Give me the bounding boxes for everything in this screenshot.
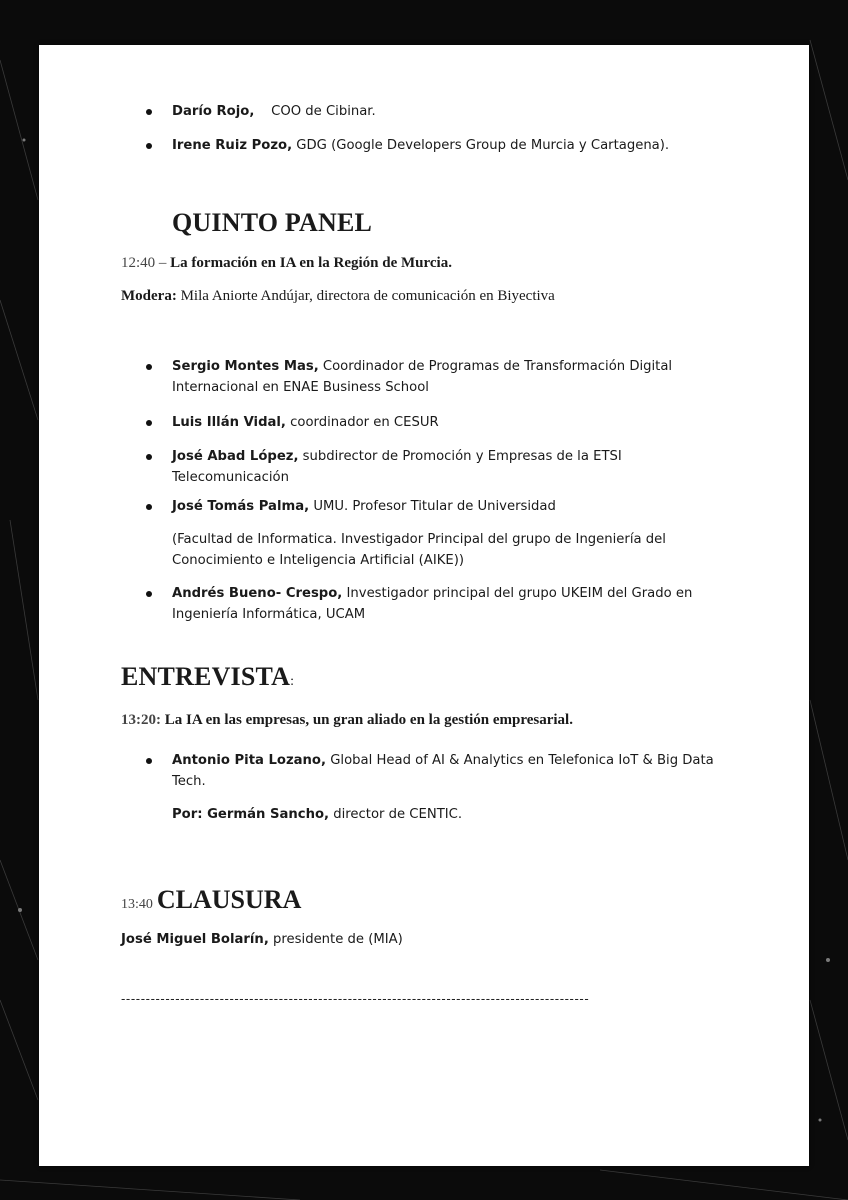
speaker-role: subdirector de Promoción y Empresas de la ETSI: [302, 449, 622, 464]
note-line: Conocimiento e Inteligencia Artificial (AIKE)): [172, 553, 464, 568]
panel-heading: QUINTO PANEL: [172, 208, 373, 237]
speaker-name: Luis Illán Vidal,: [172, 415, 286, 430]
speaker-name: Antonio Pita Lozano,: [172, 753, 326, 768]
speaker-bullet: [172, 496, 556, 517]
interviewer-line: [172, 804, 462, 825]
session-time: 13:20:: [121, 712, 161, 728]
speaker-bullet: [172, 412, 439, 433]
speaker-bullet: [172, 446, 622, 488]
closing-role: presidente de (MIA): [273, 932, 403, 947]
session-topic: La IA en las empresas, un gran aliado en la gestión empresarial.: [164, 712, 573, 728]
speaker-role: COO de Cibinar.: [271, 104, 376, 119]
interview-heading-text: ENTREVISTA: [121, 662, 291, 691]
speaker-role-cont: Internacional en ENAE Business School: [172, 380, 429, 395]
speaker-name: Sergio Montes Mas,: [172, 359, 319, 374]
speaker-role: UMU. Profesor Titular de Universidad: [313, 499, 556, 514]
speaker-role: Investigador principal del grupo UKEIM del Grado en: [346, 586, 693, 601]
speaker-name: Irene Ruiz Pozo,: [172, 138, 293, 153]
speaker-role-cont: Telecomunicación: [172, 470, 289, 485]
note-line: (Facultad de Informatica. Investigador Principal del grupo de Ingeniería del: [172, 532, 666, 547]
speaker-name: Andrés Bueno- Crespo,: [172, 586, 343, 601]
speaker-name: José Abad López,: [172, 449, 299, 464]
closing-heading: [121, 885, 301, 915]
speaker-role-cont: Tech.: [172, 774, 206, 789]
moderator-label: Modera:: [121, 288, 177, 304]
speaker-name: Darío Rojo,: [172, 104, 255, 119]
session-time: 12:40 –: [121, 255, 167, 271]
speaker-bullet: [172, 750, 714, 792]
interviewer-name: Por: Germán Sancho,: [172, 807, 330, 822]
moderator-line: [121, 288, 555, 305]
session-topic: La formación en IA en la Región de Murcia.: [170, 255, 452, 271]
document-page: [39, 45, 809, 1166]
speaker-note: [172, 529, 666, 571]
speaker-bullet: [172, 356, 672, 398]
interview-session-line: [121, 712, 573, 729]
closing-time: 13:40: [121, 897, 153, 912]
panel-session-line: [121, 255, 452, 272]
closing-name: José Miguel Bolarín,: [121, 932, 269, 947]
speaker-name: José Tomás Palma,: [172, 499, 310, 514]
speaker-role-cont: Ingeniería Informática, UCAM: [172, 607, 366, 622]
speaker-bullet: [172, 101, 376, 122]
interviewer-role: director de CENTIC.: [333, 807, 463, 822]
moderator-value: Mila Aniorte Andújar, directora de comunicación en Biyectiva: [180, 288, 555, 304]
closing-title: CLAUSURA: [156, 885, 302, 914]
speaker-bullet: [172, 135, 669, 156]
closing-speaker: [121, 929, 403, 950]
speaker-role: Global Head of AI & Analytics en Telefonica IoT & Big Data: [330, 753, 714, 768]
interview-heading: [121, 662, 294, 692]
speaker-bullet: [172, 583, 692, 625]
speaker-role: coordinador en CESUR: [290, 415, 439, 430]
speaker-role: Coordinador de Programas de Transformación Digital: [322, 359, 673, 374]
separator-line: -----------------------------------------------------------------------------------------------: [121, 991, 590, 1006]
speaker-role: GDG (Google Developers Group de Murcia y Cartagena).: [296, 138, 670, 153]
heading-colon: :: [290, 674, 295, 689]
